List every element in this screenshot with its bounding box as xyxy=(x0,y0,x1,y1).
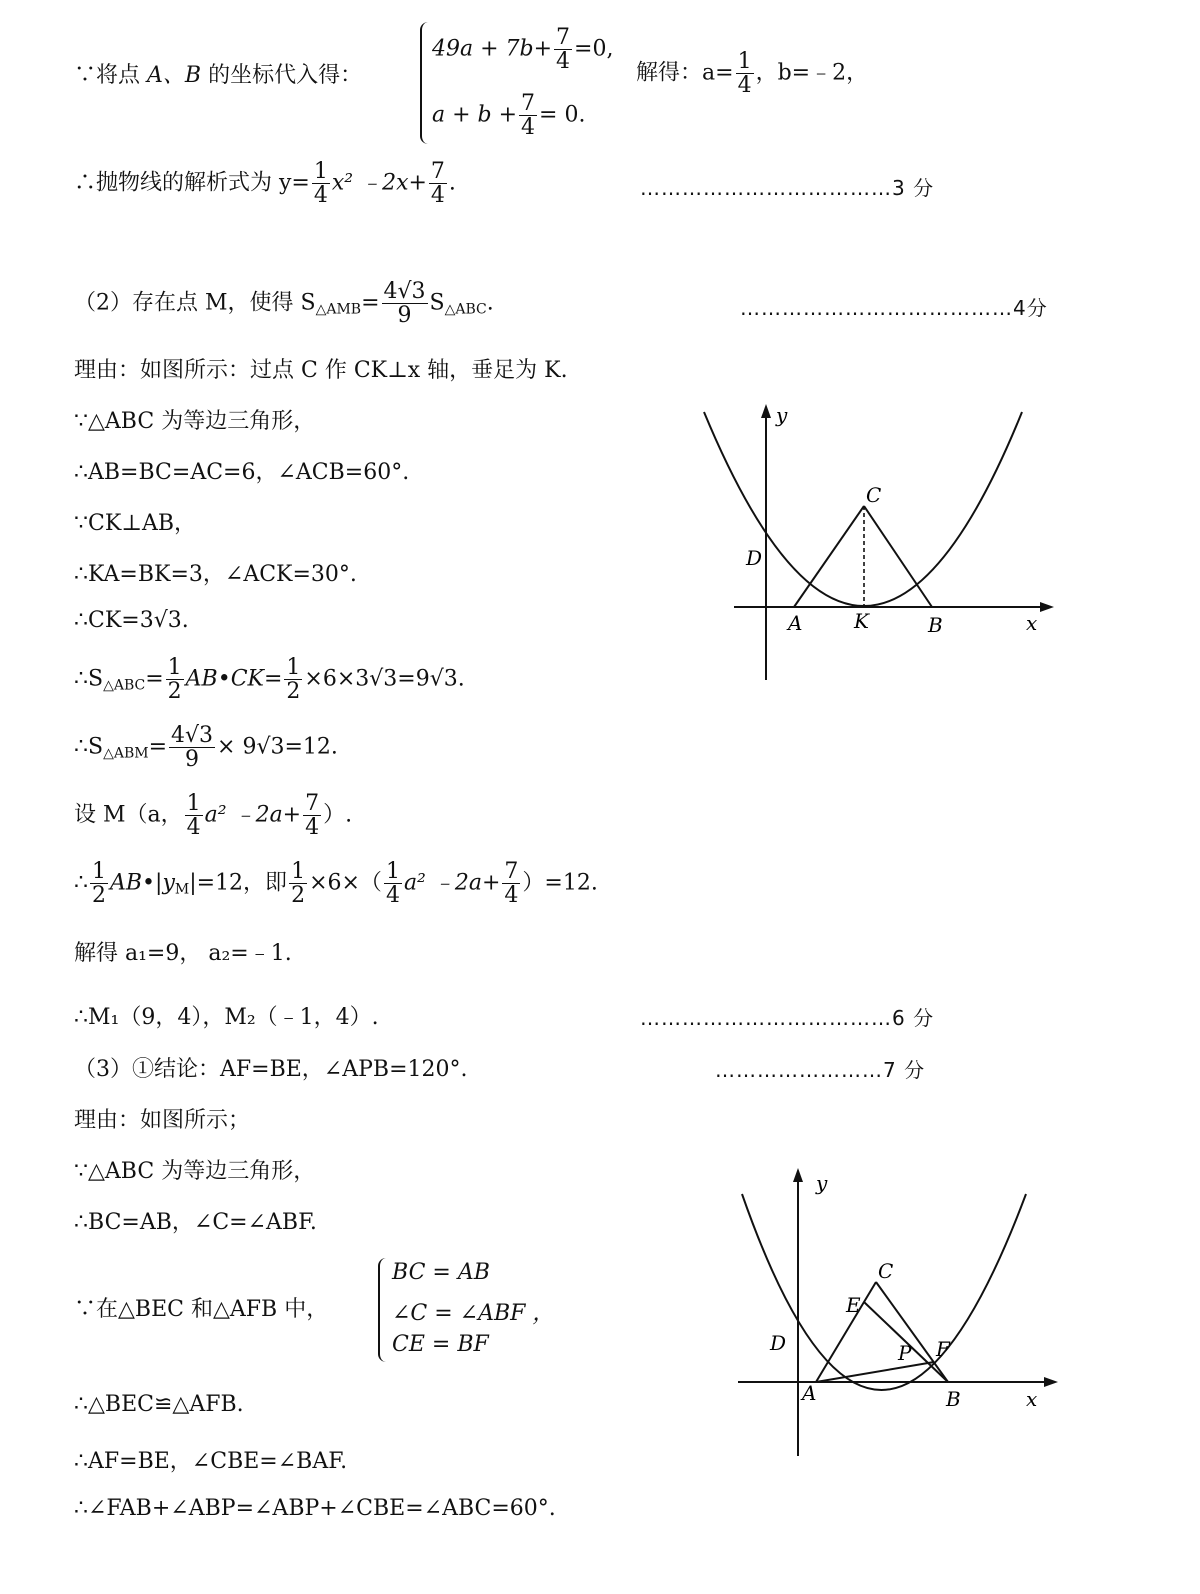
label-d: D xyxy=(770,1331,787,1355)
l9-f3n: 1 xyxy=(385,859,400,884)
p2-line-10: 解得 a₁=9， a₂=﹣1. xyxy=(74,941,292,966)
l9-f4d: 4 xyxy=(504,883,519,909)
label-c: C xyxy=(866,483,882,507)
l9-f3d: 4 xyxy=(385,883,400,909)
p2-head-eq: = xyxy=(361,290,380,316)
l8-f1d: 4 xyxy=(186,815,201,841)
l6-sub: △ABC xyxy=(103,677,146,694)
solve-text: 解得：a= xyxy=(636,60,734,86)
p3-line-1: ∵△ABC 为等边三角形， xyxy=(74,1159,316,1184)
label-p: P xyxy=(898,1341,912,1365)
l7-den: 9 xyxy=(185,747,200,773)
label-b: B xyxy=(946,1387,961,1411)
p3-line-3: ∵在△BEC 和△AFB 中， xyxy=(74,1297,329,1322)
eq2-text: a + b + xyxy=(432,102,518,128)
score-6: ………………………………6 分 xyxy=(640,1006,935,1030)
l9-frac-1 xyxy=(90,860,108,907)
label-x: x xyxy=(1026,611,1038,635)
p2-head-frac xyxy=(382,280,428,327)
l9-f4n: 7 xyxy=(504,859,519,884)
l6-end: ×6×3√3=9√3. xyxy=(304,666,465,692)
p2-head-end: . xyxy=(486,290,494,316)
l6-eq: = xyxy=(145,666,164,692)
p2-line-8 xyxy=(74,792,352,839)
label-x: x xyxy=(1026,1387,1038,1411)
label-c: C xyxy=(878,1259,894,1283)
l8-frac-2 xyxy=(303,792,321,839)
l9-f2n: 1 xyxy=(291,859,306,884)
l6-pre: ∴S xyxy=(74,666,104,692)
p2-line-9 xyxy=(74,860,598,907)
p2-head-num: 4√3 xyxy=(383,279,426,304)
l9-frac-3 xyxy=(384,860,402,907)
segment-cb xyxy=(864,506,932,607)
label-b: B xyxy=(928,613,943,637)
p2-head-den: 9 xyxy=(397,303,412,329)
l9-f1d: 2 xyxy=(92,883,106,909)
intro-text-2: 的坐标代入得： xyxy=(208,63,363,88)
l7-eq: = xyxy=(148,734,168,760)
substitution-line xyxy=(74,58,362,89)
l9-f2d: 2 xyxy=(291,883,306,909)
y-axis-arrow-icon xyxy=(793,1168,803,1182)
l9-end: ）=12. xyxy=(522,870,598,896)
l9-mid1: AB•|y xyxy=(110,870,175,896)
l8-mid: a² ﹣2a+ xyxy=(204,802,302,828)
equation-2 xyxy=(432,92,585,139)
p2-head-sub2: △ABC xyxy=(444,301,487,318)
p2-line-4: ∴KA=BK=3，∠ACK=30°. xyxy=(74,562,357,587)
eq1-num: 7 xyxy=(556,25,571,50)
eq2-fraction xyxy=(519,92,537,139)
l8-frac-1 xyxy=(185,792,203,839)
label-a: A xyxy=(802,1381,817,1405)
figure-2 xyxy=(728,1160,1068,1460)
result-end: . xyxy=(448,170,456,196)
result-den-2: 4 xyxy=(430,183,445,209)
l9-frac-4 xyxy=(502,860,520,907)
l8-end: ）. xyxy=(323,802,353,828)
l7-end: × 9√3=12. xyxy=(217,734,338,760)
a-num: 1 xyxy=(737,49,752,74)
l7-num: 4√3 xyxy=(171,723,214,748)
result-prefix: ∴抛物线的解析式为 y= xyxy=(74,170,310,196)
y-axis-arrow-icon xyxy=(761,404,771,418)
p2-head-sub1: △AMB xyxy=(315,301,362,318)
p2-line-5: ∴CK=3√3. xyxy=(74,608,189,633)
l6-mid: AB•CK= xyxy=(185,666,283,692)
l8-f2n: 7 xyxy=(305,791,320,816)
result-frac-1 xyxy=(312,160,330,207)
p3-reason: 理由：如图所示； xyxy=(74,1108,251,1133)
p3-line-5: ∴AF=BE，∠CBE=∠BAF. xyxy=(74,1449,348,1474)
system-brace xyxy=(420,22,432,144)
a-fraction xyxy=(736,50,754,97)
eq2-end: = 0. xyxy=(539,102,586,128)
l6-f2d: 2 xyxy=(286,679,301,705)
l9-frac-2 xyxy=(289,860,307,907)
l8-f2d: 4 xyxy=(305,815,320,841)
solution-line xyxy=(636,50,868,97)
p2-reason: 理由：如图所示：过点 C 作 CK⊥x 轴，垂足为 K. xyxy=(74,358,568,383)
l7-sub: △ABM xyxy=(103,745,149,762)
l6-f1d: 2 xyxy=(167,679,182,705)
congruence-brace xyxy=(378,1258,390,1362)
segment-ac xyxy=(794,506,864,607)
l8-f1n: 1 xyxy=(186,791,201,816)
parabola-result xyxy=(74,160,456,207)
eq2-den: 4 xyxy=(521,115,536,141)
a-den: 4 xyxy=(737,73,752,99)
l9-mid3: ×6×（ xyxy=(309,870,382,896)
p2-head-s: S xyxy=(429,290,445,316)
p2-line-2: ∴AB=BC=AC=6，∠ACB=60°. xyxy=(74,460,410,485)
l6-f1n: 1 xyxy=(167,655,182,680)
eq1-fraction xyxy=(554,26,572,73)
label-f: F xyxy=(936,1337,950,1361)
l9-sub: M xyxy=(174,881,190,898)
congruence-cond-1: BC = AB xyxy=(392,1260,490,1285)
p2-line-11: ∴M₁（9，4），M₂（﹣1，4）. xyxy=(74,1005,379,1030)
eq1-end: =0, xyxy=(574,36,614,62)
result-num-1: 1 xyxy=(313,159,328,184)
score-3: ………………………………3 分 xyxy=(640,176,935,200)
congruence-cond-3: CE = BF xyxy=(392,1332,489,1357)
p3-line-4: ∴△BEC≌△AFB. xyxy=(74,1392,244,1417)
l7-pre: ∴S xyxy=(74,734,104,760)
x-axis-arrow-icon xyxy=(1044,1377,1058,1387)
intro-text: ∵将点 xyxy=(74,63,141,88)
p2-line-6 xyxy=(74,656,465,703)
label-e: E xyxy=(846,1293,861,1317)
l6-frac-2 xyxy=(284,656,302,703)
l9-pre: ∴ xyxy=(74,870,88,896)
part2-heading xyxy=(74,280,494,327)
p3-heading: （3）①结论：AF=BE，∠APB=120°. xyxy=(74,1057,468,1082)
result-mid: x² ﹣2x+ xyxy=(331,170,427,196)
p2-line-1: ∵△ABC 为等边三角形， xyxy=(74,409,316,434)
l9-mid2: |=12，即 xyxy=(189,870,288,896)
score-4: …………………………………4分 xyxy=(740,296,1048,320)
b-value: ，b=﹣2， xyxy=(755,60,869,86)
p2-line-3: ∵CK⊥AB， xyxy=(74,511,197,536)
label-y: y xyxy=(776,403,788,427)
result-den-1: 4 xyxy=(313,183,328,209)
result-num-2: 7 xyxy=(430,159,445,184)
label-y: y xyxy=(816,1171,828,1195)
l6-frac-1 xyxy=(166,656,184,703)
p3-line-6: ∴∠FAB+∠ABP=∠ABP+∠CBE=∠ABC=60°. xyxy=(74,1496,556,1521)
p2-head-text: （2）存在点 M，使得 S xyxy=(74,290,316,316)
points-text: A、B xyxy=(147,63,202,88)
label-k: K xyxy=(854,609,869,633)
l6-f2n: 1 xyxy=(286,655,301,680)
p3-line-2: ∴BC=AB，∠C=∠ABF. xyxy=(74,1210,317,1235)
congruence-cond-2: ∠C = ∠ABF ， xyxy=(392,1301,555,1326)
eq2-num: 7 xyxy=(521,91,536,116)
score-7: ……………………7 分 xyxy=(715,1058,926,1082)
eq1-den: 4 xyxy=(556,49,571,75)
label-a: A xyxy=(788,611,803,635)
equation-1 xyxy=(432,26,613,73)
label-d: D xyxy=(746,546,763,570)
l8-pre: 设 M（a， xyxy=(74,802,183,828)
result-frac-2 xyxy=(429,160,447,207)
l7-frac xyxy=(169,724,215,771)
l9-f1n: 1 xyxy=(92,859,106,884)
l9-mid4: a² ﹣2a+ xyxy=(403,870,501,896)
eq1-text: 49a + 7b+ xyxy=(432,36,553,62)
x-axis-arrow-icon xyxy=(1040,602,1054,612)
segment-cb xyxy=(876,1282,948,1382)
figure-1 xyxy=(690,400,1070,690)
p2-line-7 xyxy=(74,724,338,771)
